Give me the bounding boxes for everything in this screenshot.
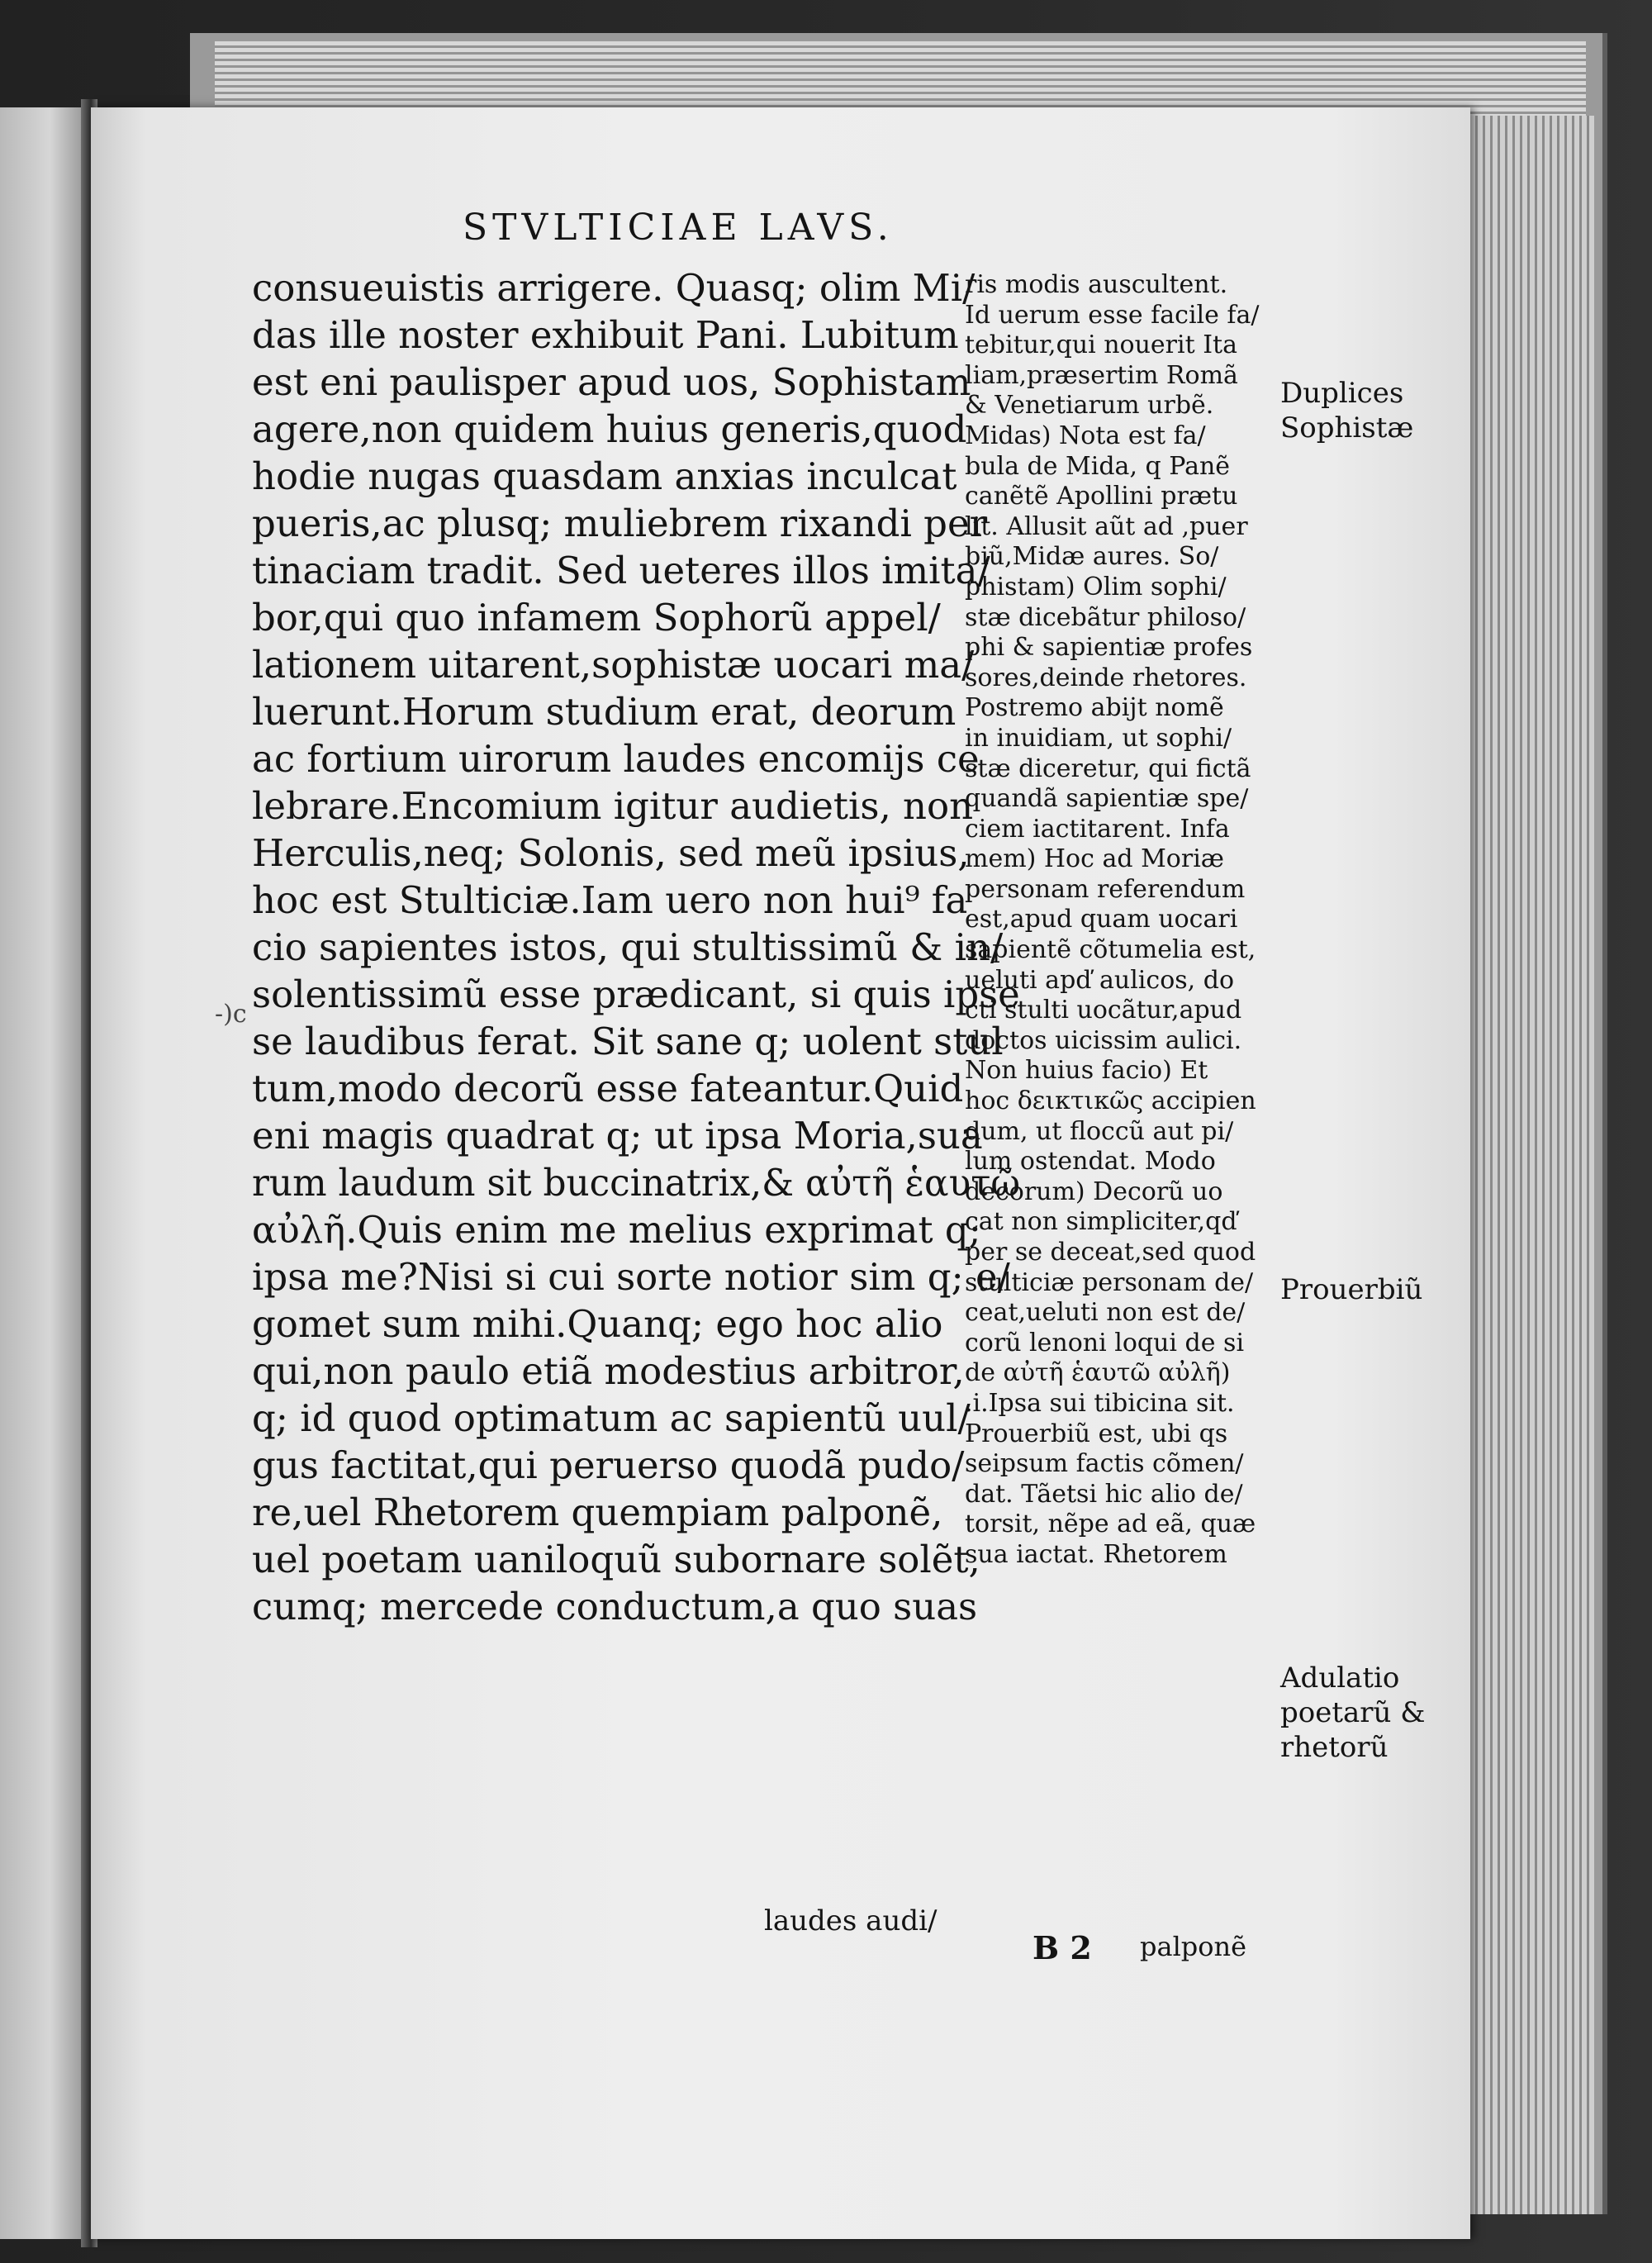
main-text-line: hoc est Stulticiæ.Iam uero non hui⁹ fa bbox=[252, 878, 968, 922]
main-text-line: solentissimũ esse prædicant, si quis ipse bbox=[252, 972, 1020, 1016]
side-note-line: Duplices bbox=[1280, 377, 1404, 410]
main-text-line: ipsa me?Nisi si cui sorte notior sim q; e/ bbox=[252, 1255, 1010, 1299]
signature-mark: B 2 bbox=[1032, 1929, 1092, 1966]
commentary-line: lit. Allusit aũt ad ,puer bbox=[965, 511, 1248, 541]
commentary-line: phi & sapientiæ profes bbox=[965, 633, 1253, 663]
commentary-line: dat. Tãetsi hic alio de/ bbox=[965, 1479, 1243, 1509]
main-text-line: lationem uitarent,sophistæ uocari ma/ bbox=[252, 643, 975, 687]
main-text-line: cumq; mercede conductum,a quo suas bbox=[252, 1585, 978, 1628]
main-text-line: gus factitat,qui peruerso quodã pudo/ bbox=[252, 1443, 965, 1487]
main-text-line: bor,qui quo infamem Sophorũ appel/ bbox=[252, 596, 941, 639]
main-text-line: das ille noster exhibuit Pani. Lubitum bbox=[252, 313, 959, 357]
commentary-line: decorum) Decorũ uo bbox=[965, 1177, 1223, 1206]
book-page bbox=[91, 107, 1470, 2239]
commentary-line: per se deceat,sed quod bbox=[965, 1238, 1256, 1267]
commentary-line: bula de Mida, q Panẽ bbox=[965, 451, 1231, 481]
main-text-line: est eni paulisper apud uos, Sophistam bbox=[252, 360, 971, 404]
main-text-line: consueuistis arrigere. Quasq; olim Mi/ bbox=[252, 266, 976, 310]
commentary-line: cat non simpliciter,qď bbox=[965, 1207, 1237, 1237]
side-note-adulatio bbox=[1280, 1661, 1426, 1765]
commentary-line: Id uerum esse facile fa/ bbox=[965, 300, 1260, 330]
commentary-line: hoc δεικτικῶς accipien bbox=[965, 1086, 1256, 1116]
main-text-line: ac fortium uirorum laudes encomijs ce bbox=[252, 737, 980, 781]
commentary-line: corũ lenoni loqui de si bbox=[965, 1328, 1245, 1357]
main-text-line: uel poetam uaniloquũ subornare solẽt, bbox=[252, 1538, 980, 1581]
leaf-edges-right bbox=[1470, 116, 1594, 2214]
main-text-line: lebrare.Encomium igitur audietis, non bbox=[252, 784, 974, 828]
main-text-line: tum,modo decorũ esse fateantur.Quid bbox=[252, 1067, 964, 1110]
commentary-line: est,apud quam uocari bbox=[965, 905, 1238, 934]
main-text-line: re,uel Rhetorem quempiam palponẽ, bbox=[252, 1490, 943, 1534]
commentary-column bbox=[965, 270, 1361, 1571]
commentary-line: & Venetiarum urbẽ. bbox=[965, 391, 1214, 421]
main-text-line: qui,non paulo etiã modestius arbitror, bbox=[252, 1349, 965, 1393]
commentary-line: stulticiæ personam de/ bbox=[965, 1267, 1254, 1297]
commentary-line: ciem iactitarent. Infa bbox=[965, 814, 1230, 844]
main-text-line: rum laudum sit buccinatrix,& αὐτῆ ἑαυτῶ bbox=[252, 1161, 1021, 1205]
commentary-line: .i.Ipsa sui tibicina sit. bbox=[965, 1388, 1235, 1418]
commentary-line: biũ,Midæ aures. So/ bbox=[965, 542, 1219, 572]
gloss-catchword: palponẽ bbox=[1140, 1931, 1247, 1962]
commentary-line: Postremo abijt nomẽ bbox=[965, 693, 1224, 723]
side-note-line: Sophistæ bbox=[1280, 411, 1414, 445]
commentary-line: tebitur,qui nouerit Ita bbox=[965, 330, 1237, 360]
commentary-line: quandã sapientiæ spe/ bbox=[965, 784, 1249, 814]
main-text-line: q; id quod optimatum ac sapientũ uul/ bbox=[252, 1396, 971, 1440]
main-text-line: gomet sum mihi.Quanq; ego hoc alio bbox=[252, 1302, 943, 1346]
side-note-line: Prouerbiũ bbox=[1280, 1273, 1423, 1306]
commentary-line: sapientẽ cõtumelia est, bbox=[965, 935, 1256, 965]
commentary-line: ceat,ueluti non est de/ bbox=[965, 1298, 1246, 1328]
side-note-duplices bbox=[1280, 376, 1413, 445]
commentary-line: torsit, nẽpe ad eã, quæ bbox=[965, 1509, 1256, 1539]
main-text-line: eni magis quadrat q; ut ipsa Moria,sua bbox=[252, 1114, 983, 1158]
main-text-line: pueris,ac plusq; muliebrem rixandi per bbox=[252, 502, 988, 545]
main-text-block bbox=[252, 264, 1020, 1630]
main-text-line: tinaciam tradit. Sed ueteres illos imita/ bbox=[252, 549, 990, 592]
commentary-line: liam,præsertim Romã bbox=[965, 360, 1238, 390]
commentary-line: dum, ut floccũ aut pi/ bbox=[965, 1116, 1234, 1146]
main-text-line: αὐλῆ.Quis enim me melius exprimat q; bbox=[252, 1208, 981, 1252]
commentary-line: in inuidiam, ut sophi/ bbox=[965, 723, 1232, 753]
side-note-line: poetarũ & bbox=[1280, 1696, 1426, 1729]
commentary-line: ueluti apď aulicos, do bbox=[965, 965, 1235, 995]
commentary-line: Non huius facio) Et bbox=[965, 1056, 1208, 1086]
commentary-line: phistam) Olim sophi/ bbox=[965, 572, 1227, 601]
side-note-prouerbium bbox=[1280, 1272, 1422, 1307]
commentary-line: sores,deinde rhetores. bbox=[965, 663, 1247, 692]
commentary-line: ris modis auscultent. bbox=[965, 270, 1228, 299]
commentary-line: stæ diceretur, qui fictã bbox=[965, 754, 1251, 783]
commentary-line: Prouerbiũ est, ubi qs bbox=[965, 1419, 1228, 1448]
main-text-line: hodie nugas quasdam anxias inculcat bbox=[252, 454, 957, 498]
commentary-line: canẽtẽ Apollini prætu bbox=[965, 482, 1238, 511]
main-text-line: se laudibus ferat. Sit sane q; uolent stul bbox=[252, 1020, 1004, 1063]
commentary-line: sua iactat. Rhetorem bbox=[965, 1539, 1227, 1569]
commentary-line: stæ dicebãtur philoso/ bbox=[965, 602, 1246, 632]
main-text-line: luerunt.Horum studium erat, deorum bbox=[252, 690, 957, 734]
side-note-line: Adulatio bbox=[1280, 1662, 1400, 1695]
commentary-line: cti stulti uocãtur,apud bbox=[965, 996, 1242, 1025]
side-note-line: rhetorũ bbox=[1280, 1731, 1389, 1764]
running-head: STVLTICIAE LAVS. bbox=[463, 207, 894, 249]
margin-mark: -)c bbox=[215, 1000, 247, 1029]
main-text-line: cio sapientes istos, qui stultissimũ & in/ bbox=[252, 925, 1004, 969]
main-catchword: laudes audi/ bbox=[764, 1904, 938, 1937]
main-text-line: Herculis,neq; Solonis, sed meũ ipsius, bbox=[252, 831, 970, 875]
commentary-line: de αὐτῆ ἑαυτῶ αὐλῆ) bbox=[965, 1358, 1231, 1388]
commentary-line: personam referendum bbox=[965, 874, 1246, 904]
commentary-line: seipsum factis cõmen/ bbox=[965, 1449, 1244, 1479]
main-text-line: agere,non quidem huius generis,quod bbox=[252, 407, 967, 451]
commentary-line: lum ostendat. Modo bbox=[965, 1147, 1216, 1177]
commentary-line: mem) Hoc ad Moriæ bbox=[965, 844, 1224, 874]
commentary-line: doctos uicissim aulici. bbox=[965, 1025, 1242, 1055]
previous-page-edge bbox=[0, 107, 91, 2239]
commentary-line: Midas) Nota est fa/ bbox=[965, 421, 1206, 450]
